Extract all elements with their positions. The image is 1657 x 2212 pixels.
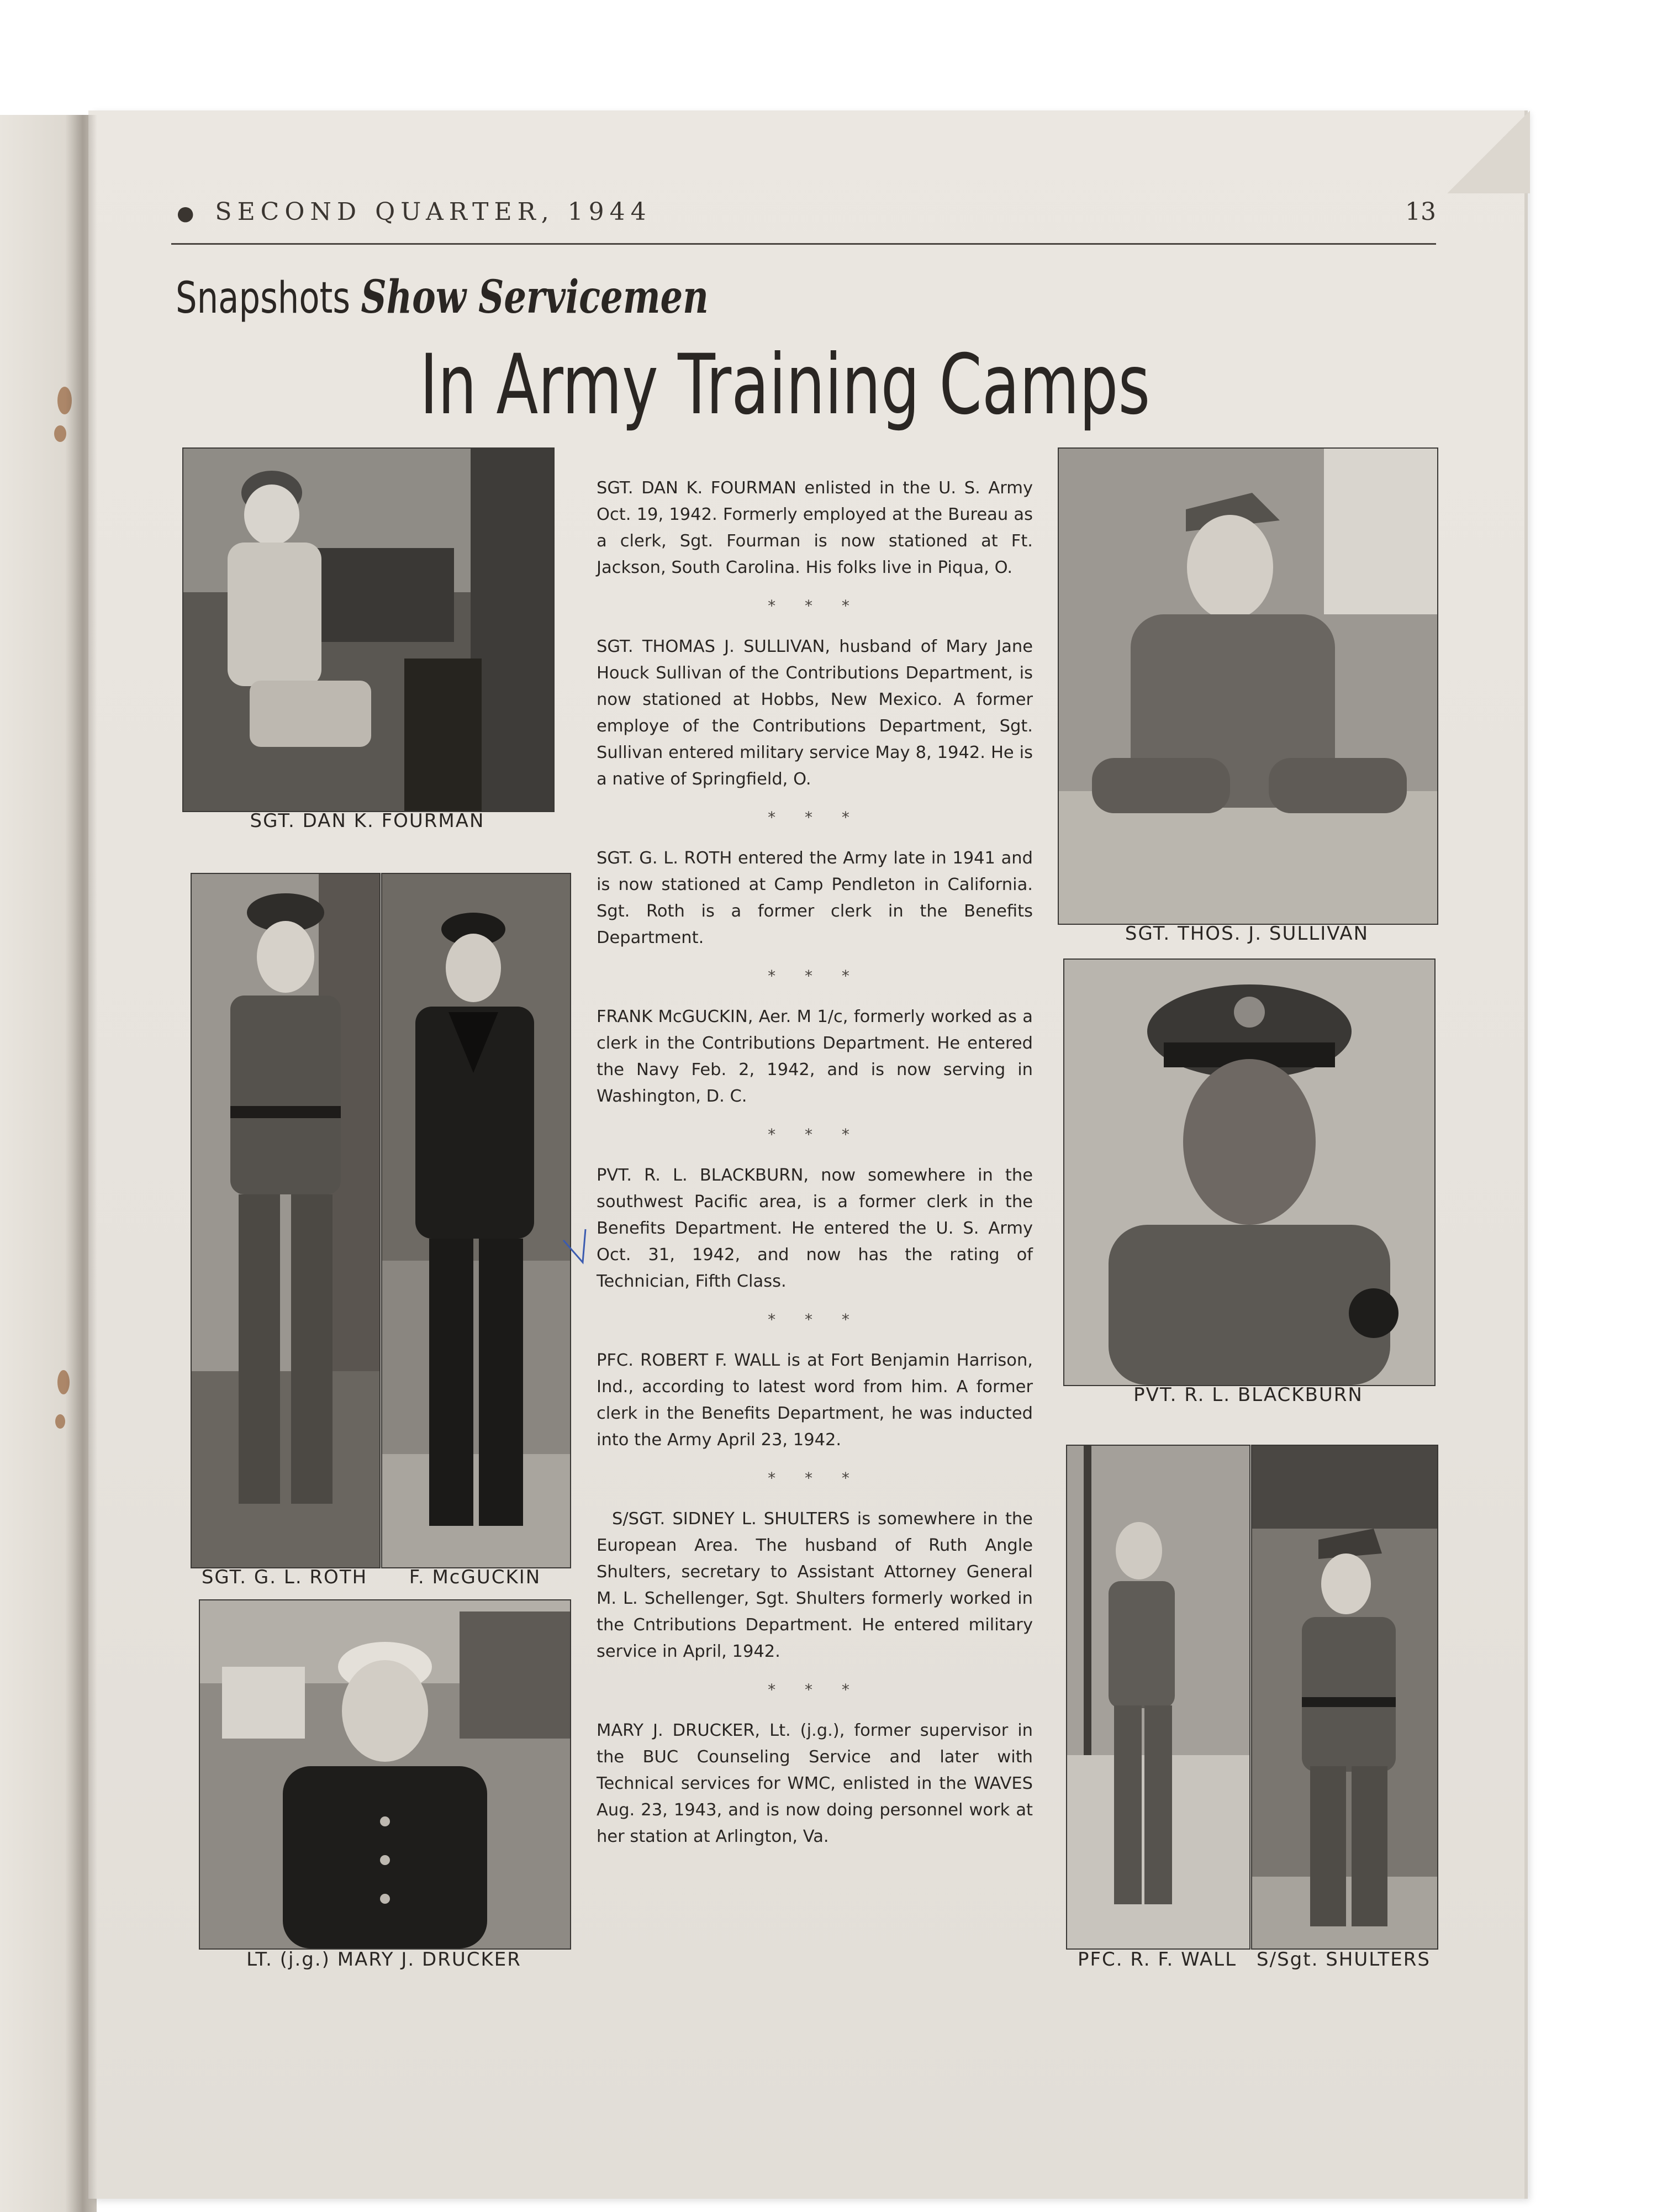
photo-blackburn-image [1064,960,1434,1385]
headline-line-2: In Army Training Camps [420,337,1151,433]
headline-script: Show Servicemen [361,271,709,324]
pen-mark [558,1218,602,1284]
paragraph-drucker: MARY J. DRUCKER, Lt. (j.g.), former supervisor in the BUC Counseling Service and later with Technical services for WMC, enlisted in the WAVES Aug. 23, 1943, and is now doing personnel work at her station at Arlington, Va. [597,1721,1033,1846]
photo-mcguckin-image [382,874,570,1567]
caption-wall: PFC. R. F. WALL [1077,1948,1237,1971]
separator: * * * [768,1125,862,1144]
photo-fourman-image [183,449,553,811]
photo-sullivan-image [1059,449,1437,924]
page-number: 13 [1405,198,1436,226]
photo-drucker-image [200,1600,570,1948]
photo-blackburn [1063,958,1436,1386]
caption-shulters: S/Sgt. SHULTERS [1257,1948,1431,1971]
photo-wall-image [1067,1446,1249,1948]
photo-roth-image [192,874,379,1567]
photo-drucker [199,1599,571,1950]
separator: * * * [768,597,862,615]
headline-line-1 [176,271,709,324]
paragraph-sullivan: SGT. THOMAS J. SULLIVAN, husband of Mary Jane Houck Sullivan of the Contributions Department, is now stationed at Hobbs, New Mexico. A former employe of the Contributions Department, Sgt. Sullivan entered military service May 8, 1942. He is a native of Springfield, O. [597,637,1033,789]
header-rule [171,243,1436,245]
page-corner [1447,110,1530,193]
rust-stain [55,1414,65,1429]
paragraph-blackburn: PVT. R. L. BLACKBURN, now somewhere in the southwest Pacific area, is a former clerk in the Benefits Department. He entered the U. S. Army Oct. 31, 1942, and now has the rating of Technician, Fifth Class. [597,1166,1033,1291]
rust-stain [54,425,66,442]
photo-roth [191,873,381,1568]
separator: * * * [768,1681,862,1699]
photo-sullivan [1058,447,1438,925]
separator: * * * [768,1469,862,1487]
headline-plain: Snapshots [176,273,351,323]
caption-drucker: LT. (j.g.) MARY J. DRUCKER [246,1948,521,1971]
caption-sullivan: SGT. THOS. J. SULLIVAN [1125,923,1369,945]
separator: * * * [768,967,862,985]
paragraph-fourman: SGT. DAN K. FOURMAN enlisted in the U. S. Army Oct. 19, 1942. Formerly employed at the Bureau as a clerk, Sgt. Fourman is now stationed at Ft. Jackson, South Carolina. His folks live in Piqua, O. [597,478,1033,577]
paragraph-roth: SGT. G. L. ROTH entered the Army late in 1941 and is now stationed at Camp Pendleton in California. Sgt. Roth is a former clerk in the Benefits Department. [597,849,1033,947]
page-gutter [65,115,97,2212]
separator: * * * [768,1310,862,1329]
caption-roth: SGT. G. L. ROTH [201,1566,368,1588]
caption-fourman: SGT. DAN K. FOURMAN [250,810,485,832]
paragraph-wall: PFC. ROBERT F. WALL is at Fort Benjamin Harrison, Ind., according to latest word from him. A former clerk in the Benefits Department, he was inducted into the Army April 23, 1942. [597,1351,1033,1450]
photo-wall [1066,1445,1250,1950]
paragraph-shulters: S/SGT. SIDNEY L. SHULTERS is somewhere in the European Area. The husband of Ruth Angle Shulters, secretary to Assistant Attorney General M. L. Schellenger, Sgt. Shulters formerly worked in the Cntributions Department. He entered military service in April, 1942. [597,1509,1033,1661]
photo-shulters [1251,1445,1438,1950]
photo-mcguckin [381,873,571,1568]
running-head [177,198,1436,226]
bullet-icon: ● [177,202,200,225]
article-column [597,475,1033,1850]
paragraph-mcguckin: FRANK McGUCKIN, Aer. M 1/c, formerly worked as a clerk in the Contributions Department. He entered the Navy Feb. 2, 1942, and is now serving in Washington, D. C. [597,1007,1033,1106]
caption-blackburn: PVT. R. L. BLACKBURN [1133,1384,1363,1406]
photo-shulters-image [1252,1446,1437,1948]
photo-fourman [182,447,555,812]
running-title: SECOND QUARTER, 1944 [215,198,652,226]
caption-mcguckin: F. McGUCKIN [409,1566,541,1588]
separator: * * * [768,808,862,826]
